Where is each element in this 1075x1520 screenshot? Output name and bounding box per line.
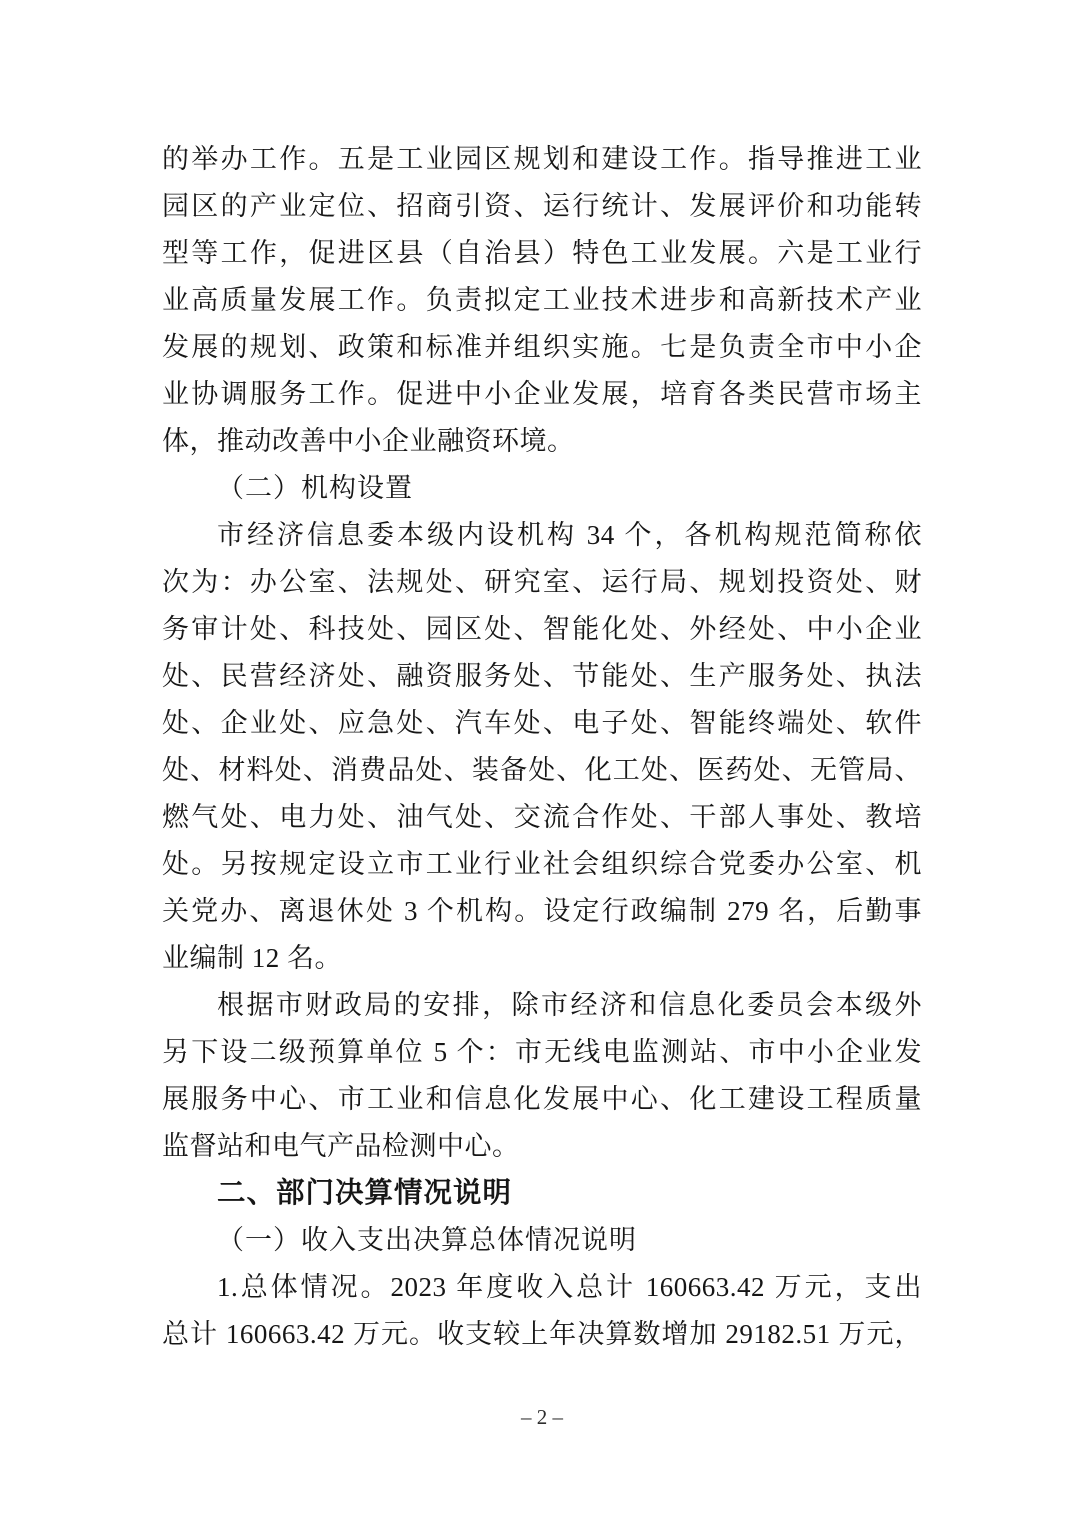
body-line: 处。另按规定设立市工业行业社会组织综合党委办公室、机 <box>162 849 922 879</box>
body-line: 业协调服务工作。促进中小企业发展，培育各类民营市场主 <box>162 379 922 409</box>
body-line: 燃气处、电力处、油气处、交流合作处、干部人事处、教培 <box>162 802 922 832</box>
body-line: 型等工作，促进区县（自治县）特色工业发展。六是工业行 <box>162 238 922 268</box>
body-line: 展服务中心、市工业和信息化发展中心、化工建设工程质量 <box>162 1084 922 1114</box>
body-line: 根据市财政局的安排，除市经济和信息化委员会本级外 <box>217 990 922 1020</box>
body-line: 关党办、离退休处 3 个机构。设定行政编制 279 名，后勤事 <box>162 896 922 926</box>
body-line: 市经济信息委本级内设机构 34 个，各机构规范简称依 <box>217 520 922 550</box>
body-line: 监督站和电气产品检测中心。 <box>162 1131 520 1161</box>
subsection-heading: （二）机构设置 <box>217 473 413 503</box>
page-number: – 2 – <box>521 1405 563 1429</box>
body-line: 处、企业处、应急处、汽车处、电子处、智能终端处、软件 <box>162 708 922 738</box>
body-line: 园区的产业定位、招商引资、运行统计、发展评价和功能转 <box>162 191 922 221</box>
body-line: 务审计处、科技处、园区处、智能化处、外经处、中小企业 <box>162 614 922 644</box>
body-line: 次为：办公室、法规处、研究室、运行局、规划投资处、财 <box>162 567 922 597</box>
body-line: 发展的规划、政策和标准并组织实施。七是负责全市中小企 <box>162 332 922 362</box>
body-line: 总计 160663.42 万元。收支较上年决算数增加 29182.51 万元， <box>162 1319 922 1349</box>
body-line: 业编制 12 名。 <box>162 943 342 973</box>
body-line: 1.总体情况。2023 年度收入总计 160663.42 万元，支出 <box>217 1272 922 1302</box>
body-line: 另下设二级预算单位 5 个：市无线电监测站、市中小企业发 <box>162 1037 922 1067</box>
body-line: 处、民营经济处、融资服务处、节能处、生产服务处、执法 <box>162 661 922 691</box>
document-body <box>162 136 922 1358</box>
body-line: 的举办工作。五是工业园区规划和建设工作。指导推进工业 <box>162 144 922 174</box>
body-line: 业高质量发展工作。负责拟定工业技术进步和高新技术产业 <box>162 285 922 315</box>
body-line: 体，推动改善中小企业融资环境。 <box>162 426 575 456</box>
subsection-heading: （一）收入支出决算总体情况说明 <box>217 1225 637 1255</box>
section-heading: 二、部门决算情况说明 <box>217 1177 513 1209</box>
body-line: 处、材料处、消费品处、装备处、化工处、医药处、无管局、 <box>162 755 922 785</box>
